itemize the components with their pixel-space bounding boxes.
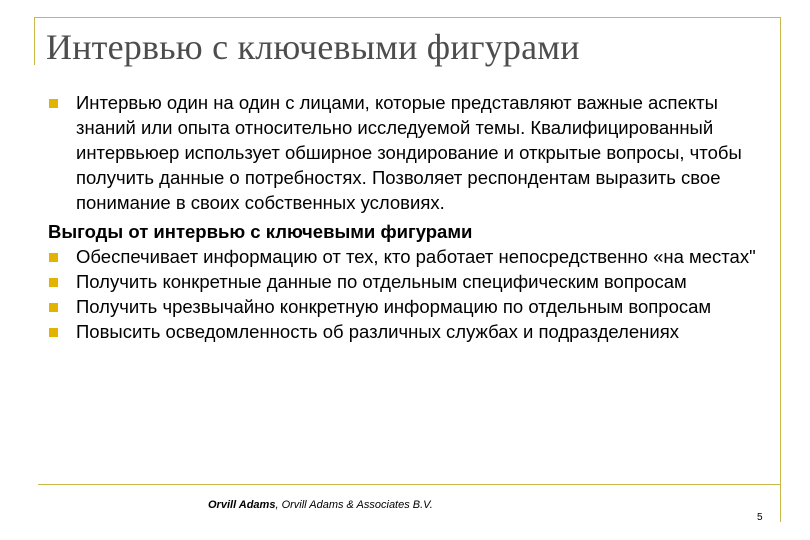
square-bullet-icon bbox=[49, 253, 58, 262]
page-number: 5 bbox=[757, 512, 763, 523]
frame-top-line bbox=[34, 17, 780, 18]
benefits-heading: Выгоды от интервью с ключевыми фигурами bbox=[48, 221, 473, 242]
square-bullet-icon bbox=[49, 328, 58, 337]
square-bullet-icon bbox=[49, 278, 58, 287]
benefit-item bbox=[48, 244, 776, 269]
frame-bottom-line bbox=[38, 484, 780, 485]
footer-author: Orvill Adams bbox=[208, 499, 276, 511]
benefit-item-text: Повысить осведомленность об различных службах и подразделениях bbox=[76, 321, 679, 342]
benefit-item bbox=[48, 319, 776, 344]
benefit-item bbox=[48, 294, 776, 319]
square-bullet-icon bbox=[49, 99, 58, 108]
slide-title: Интервью с ключевыми фигурами bbox=[46, 27, 580, 67]
frame-left-line bbox=[34, 17, 35, 65]
intro-item bbox=[48, 90, 776, 215]
benefit-item-text: Получить конкретные данные по отдельным специфическим вопросам bbox=[76, 271, 687, 292]
slide-body bbox=[48, 90, 776, 344]
frame-right-line bbox=[780, 17, 781, 522]
square-bullet-icon bbox=[49, 303, 58, 312]
footer-credit bbox=[208, 499, 433, 511]
intro-item-text: Интервью один на один с лицами, которые представляют важные аспекты знаний или опыта относительно исследуемой темы. Квалифицированный интервьюер использует обширное зондирование и открытые вопросы, чтобы получить данные о потребностях. Позволяет респондентам выразить свое понимание в своих собственных условиях. bbox=[76, 92, 742, 213]
footer-company: , Orvill Adams & Associates B.V. bbox=[275, 499, 433, 511]
benefit-item-text: Обеспечивает информацию от тех, кто работает непосредственно «на местах" bbox=[76, 246, 756, 267]
benefit-item bbox=[48, 269, 776, 294]
benefit-item-text: Получить чрезвычайно конкретную информацию по отдельным вопросам bbox=[76, 296, 712, 317]
